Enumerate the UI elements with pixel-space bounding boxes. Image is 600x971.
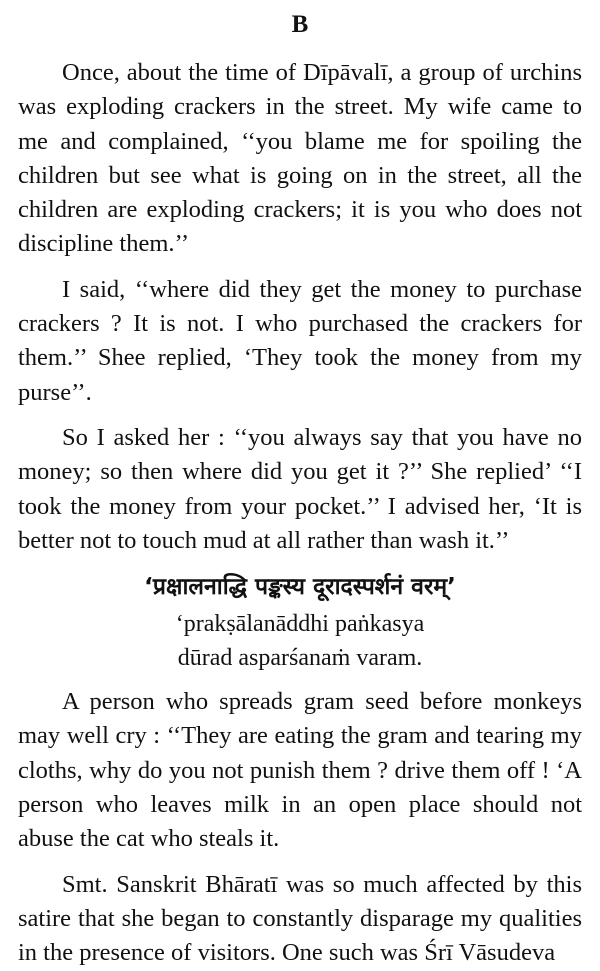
paragraph-monkeys: A person who spreads gram seed before monkeys may well cry : ‘‘They are eating the gram and tearing my cloths, why do you not punish them ? drive them off ! ‘A person who leaves milk in an open place should not abuse the cat who steals it. — [18, 688, 582, 853]
paragraph-mud: So I asked her : ‘‘you always say that you have no money; so then where did you get it ?’’ She replied’ ‘‘I took the money from your pocket.’’ I advised her, ‘It is better not to touch mud at all rather than wash it.’’ — [18, 423, 582, 554]
transliteration-line-2: dūrad asparśanaṁ varam. — [177, 645, 423, 672]
paragraph-satire: Smt. Sanskrit Bhāratī was so much affected by this satire that she began to constantly disparage my qualities in the presence of visitors. One such was Śrī Vāsudeva — [18, 870, 582, 967]
paragraph-dipavali: Once, about the time of Dīpāvalī, a group of urchins was exploding crackers in the street. My wife came to me and complained, ‘‘you blame me for spoiling the children but see what is going on in the street, all the children are exploding crackers; it is you who does not discipline them.’’ — [18, 59, 582, 258]
transliteration-line-1: ‘prakṣālanāddhi paṅkasya — [175, 611, 425, 638]
verse-transliteration — [18, 607, 582, 675]
page-header: B — [291, 11, 309, 38]
paragraph-money: I said, ‘‘where did they get the money to purchase crackers ? It is not. I who purchased the crackers for them.’’ Shee replied, ‘They took the money from my purse’’. — [18, 275, 582, 406]
sanskrit-verse: ‘प्रक्षालनाद्धि पङ्कस्य दूरादस्पर्शनं वरम्’ — [144, 574, 456, 601]
